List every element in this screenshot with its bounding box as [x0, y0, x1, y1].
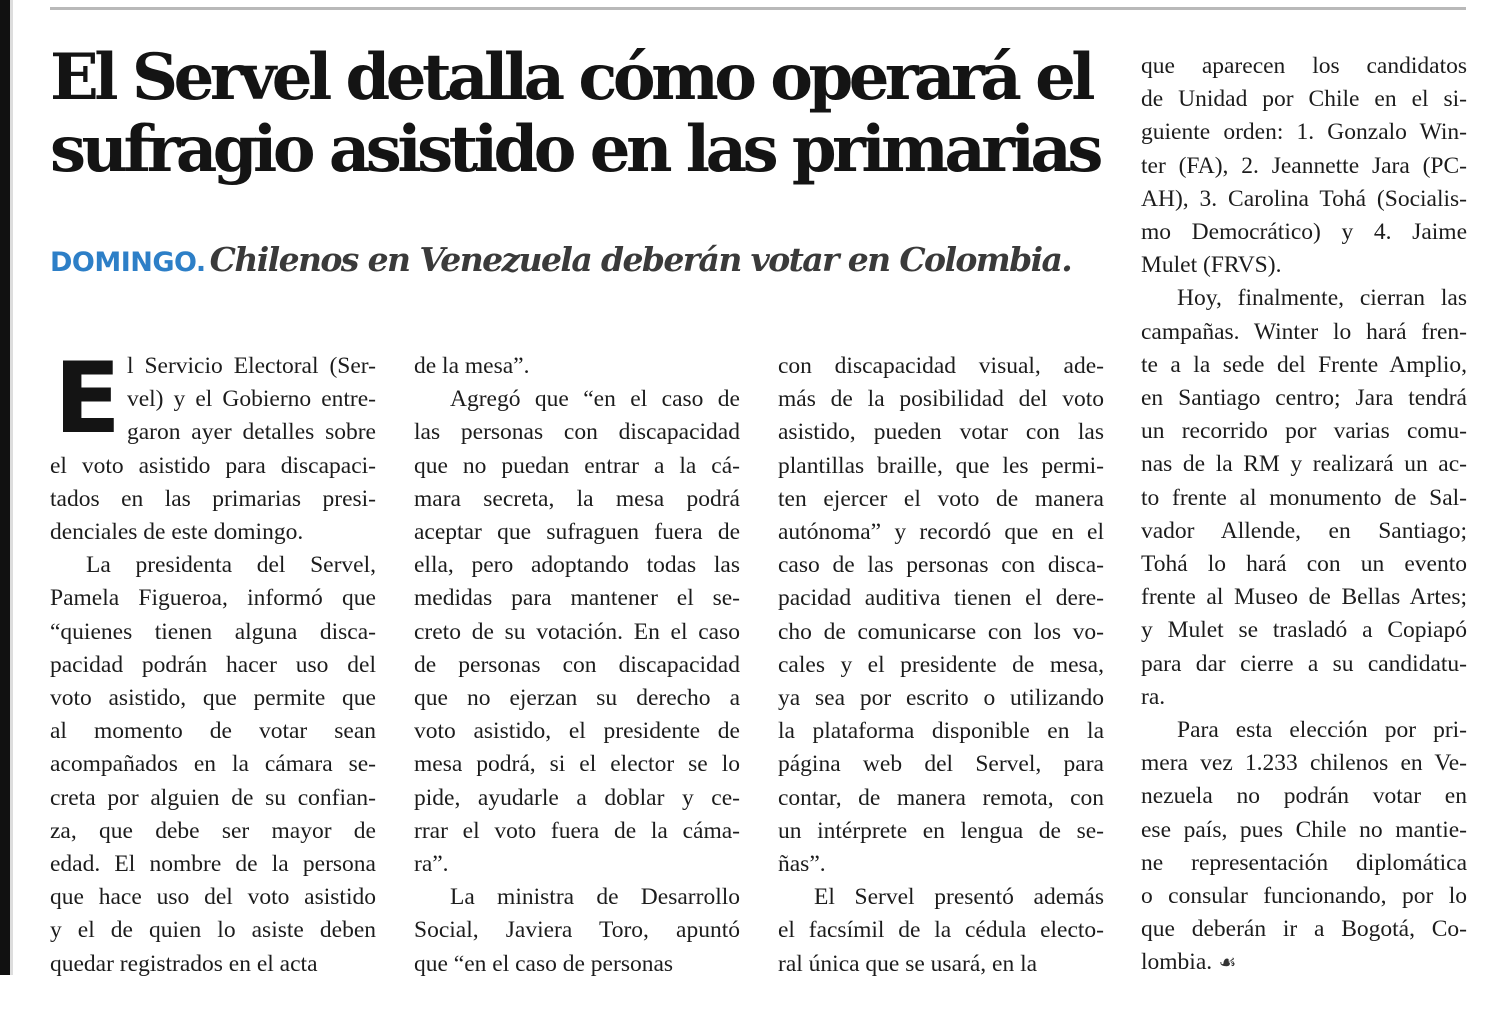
text-line: El Servel presentó además: [814, 884, 1104, 911]
text-line: un intérprete en lengua de se-: [778, 817, 1104, 844]
text-line: vador Allende, en Santiago;: [1141, 517, 1467, 544]
text-line: to frente al monumento de Sal-: [1141, 484, 1467, 511]
text-line: quedar registrados en el acta: [50, 950, 318, 977]
text-line: ra.: [1141, 683, 1166, 710]
text-line: l Servicio Electoral (Ser-: [126, 353, 376, 379]
deck: Chilenos en Venezuela deberán votar en Colombia.: [209, 240, 1072, 279]
text-line: para dar cierre a su candidatu-: [1141, 650, 1467, 677]
text-line: creto de su votación. En el caso: [414, 618, 740, 645]
text-line: acompañados en la cámara se-: [50, 751, 376, 778]
text-line: cales y el presidente de mesa,: [778, 651, 1104, 678]
text-line: ñas”.: [778, 851, 826, 878]
top-rule: [50, 7, 1466, 10]
drop-cap: E: [54, 342, 121, 456]
text-line: ral única que se usará, en la: [778, 950, 1038, 977]
text-line: que deberán ir a Bogotá, Co-: [1141, 916, 1467, 943]
kicker: DOMINGO.: [50, 247, 206, 278]
article-column-1: [50, 342, 376, 981]
text-line: nezuela no podrán votar en: [1141, 783, 1467, 810]
text-line: más de la posibilidad del voto: [778, 386, 1104, 413]
text-line: ella, pero adoptando todas las: [414, 552, 740, 579]
text-line: medidas para mantener el se-: [414, 585, 740, 612]
text-line: edad. El nombre de la persona: [50, 851, 376, 878]
subhead: [50, 240, 1130, 279]
text-line: Social, Javiera Toro, apuntó: [414, 917, 740, 944]
text-line: contar, de manera remota, con: [778, 784, 1104, 811]
text-line: rrar el voto fuera de la cáma-: [414, 817, 740, 844]
text-line: vel) y el Gobierno entre-: [126, 386, 376, 413]
text-line: ne representación diplomática: [1141, 849, 1467, 876]
text-line: voto asistido, el presidente de: [414, 718, 740, 745]
text-line: nas de la RM y realizará un ac-: [1141, 451, 1467, 478]
article-column-3: [778, 350, 1104, 981]
text-line: ese país, pues Chile no mantie-: [1141, 816, 1467, 843]
text-line: el facsímil de la cédula electo-: [778, 917, 1104, 944]
text-line: pide, ayudarle a doblar y ce-: [414, 784, 740, 811]
text-line: za, que debe ser mayor de: [50, 817, 376, 844]
text-line: ya sea por escrito o utilizando: [778, 685, 1104, 712]
text-line: que aparecen los candidatos: [1141, 53, 1467, 79]
text-line: en Santiago centro; Jara tendrá: [1141, 385, 1467, 412]
text-line: campañas. Winter lo hará fren-: [1141, 318, 1467, 345]
text-line: mara secreta, la mesa podrá: [414, 485, 740, 512]
text-line: con discapacidad visual, ade-: [778, 353, 1104, 379]
text-line: y el de quien lo asiste deben: [50, 917, 376, 944]
text-line: lombia. ☙: [1141, 949, 1237, 976]
headline-line: sufragio asistido en las primarias: [50, 112, 1099, 187]
text-line: Pamela Figueroa, informó que: [50, 585, 376, 612]
text-line: caso de las personas con disca-: [778, 552, 1104, 579]
text-line: cho de comunicarse con los vo-: [778, 618, 1104, 645]
text-line: las personas con discapacidad: [414, 419, 740, 446]
text-line: denciales de este domingo.: [50, 519, 304, 546]
text-line: AH), 3. Carolina Tohá (Socialis-: [1141, 185, 1467, 212]
page-edge-bar: [0, 0, 10, 975]
end-of-article-icon: ☙: [1212, 950, 1237, 975]
text-line: creta por alguien de su confian-: [50, 784, 376, 811]
text-line: Mulet (FRVS).: [1141, 252, 1282, 279]
text-line: que hace uso del voto asistido: [50, 884, 376, 911]
text-line: y Mulet se trasladó a Copiapó: [1141, 617, 1467, 644]
text-line: que no puedan entrar a la cá-: [414, 452, 740, 479]
text-line: de personas con discapacidad: [414, 651, 740, 678]
text-line: el voto asistido para discapaci-: [50, 452, 376, 479]
text-line: o consular funcionando, por lo: [1141, 883, 1467, 910]
text-line: frente al Museo de Bellas Artes;: [1141, 584, 1467, 611]
text-line: garon ayer detalles sobre: [126, 419, 376, 446]
headline-line: El Servel detalla cómo operará el: [50, 40, 1092, 115]
text-line: mesa podrá, si el elector se lo: [414, 751, 740, 778]
article-column-4: [1141, 50, 1467, 980]
text-line: La presidenta del Servel,: [86, 552, 376, 579]
text-line: mo Democrático) y 4. Jaime: [1141, 219, 1467, 246]
text-line: autónoma” y recordó que en el: [778, 519, 1104, 546]
text-line: mera vez 1.233 chilenos en Ve-: [1141, 750, 1467, 777]
text-line: ten ejercer el voto de manera: [778, 485, 1104, 512]
text-line: Agregó que “en el caso de: [450, 386, 740, 413]
text-line: Hoy, finalmente, cierran las: [1177, 285, 1467, 312]
text-line: un recorrido por varias comu-: [1141, 418, 1467, 445]
text-line: de Unidad por Chile en el si-: [1141, 86, 1467, 113]
text-line: Para esta elección por pri-: [1177, 717, 1467, 744]
text-line: te a la sede del Frente Amplio,: [1141, 351, 1467, 378]
text-line: La ministra de Desarrollo: [450, 884, 740, 911]
text-line: voto asistido, que permite que: [50, 685, 376, 712]
text-line: pacidad auditiva tienen el dere-: [778, 585, 1104, 612]
text-line: ter (FA), 2. Jeannette Jara (PC-: [1141, 152, 1467, 179]
text-line: tados en las primarias presi-: [50, 485, 376, 512]
text-line: aceptar que sufraguen fuera de: [414, 519, 740, 546]
text-line: guiente orden: 1. Gonzalo Win-: [1141, 119, 1467, 146]
text-line: ra”.: [414, 851, 449, 878]
text-line: Tohá lo hará con un evento: [1141, 551, 1467, 578]
text-line: pacidad podrán hacer uso del: [50, 651, 376, 678]
text-line: “quienes tienen alguna disca-: [50, 618, 376, 645]
headline: [50, 42, 1130, 186]
text-line: la plataforma disponible en la: [778, 718, 1104, 745]
text-line: página web del Servel, para: [778, 751, 1104, 778]
text-line: asistido, pueden votar con las: [778, 419, 1104, 446]
text-line: al momento de votar sean: [50, 718, 376, 745]
text-line: de la mesa”.: [414, 353, 530, 379]
text-line: que “en el caso de personas: [414, 950, 674, 977]
article-column-2: [414, 350, 740, 981]
text-line: plantillas braille, que les permi-: [778, 452, 1104, 479]
text-line: que no ejerzan su derecho a: [414, 685, 740, 712]
